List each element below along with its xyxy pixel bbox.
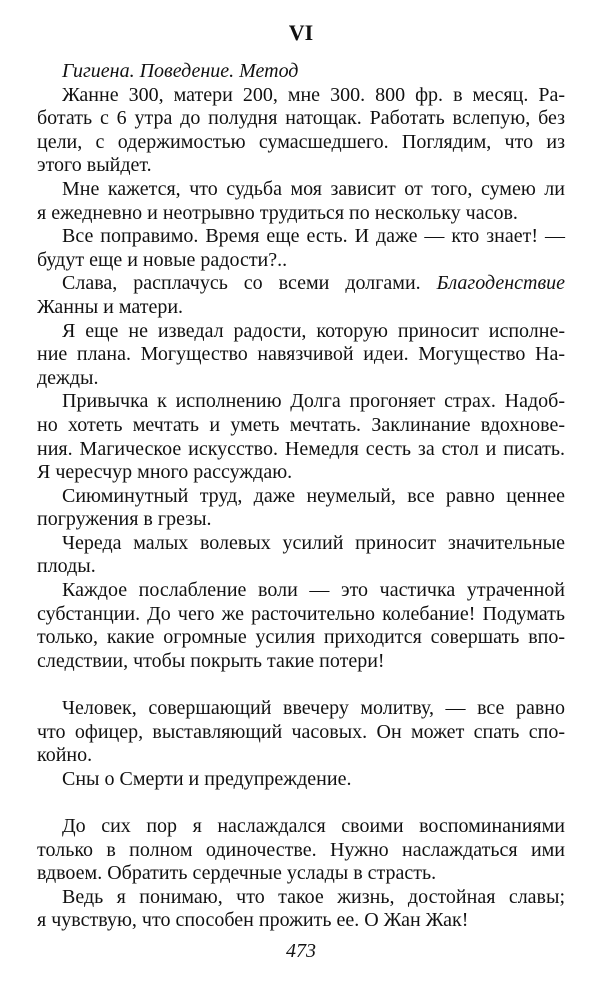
page-body bbox=[37, 60, 565, 933]
paragraph bbox=[37, 532, 565, 579]
paragraph-gap bbox=[37, 791, 565, 815]
paragraph bbox=[37, 272, 565, 319]
text-line: Жанны и матери. bbox=[37, 295, 184, 318]
paragraph bbox=[37, 697, 565, 768]
text-line: только, какие огромные усилия приходится совершать впо- bbox=[37, 626, 565, 649]
paragraph bbox=[37, 390, 565, 484]
italic-text: Благоденствие bbox=[436, 272, 565, 295]
text-line: ние плана. Могущество навязчивой идеи. Могущество На- bbox=[37, 343, 565, 366]
paragraph bbox=[37, 60, 565, 84]
text-line: Человек, совершающий ввечеру молитву, — все равно bbox=[62, 697, 565, 720]
paragraph bbox=[37, 84, 565, 178]
text-line: я чувствую, что способен прожить ее. О Жан Жак! bbox=[37, 909, 469, 932]
text-line: Сны о Смерти и предупреждение. bbox=[62, 767, 352, 790]
text-line: ния. Магическое искусство. Немедля сесть за стол и писать. bbox=[37, 437, 565, 460]
paragraph bbox=[37, 768, 565, 792]
text-line: До сих пор я наслаждался своими воспоминаниями bbox=[62, 815, 565, 837]
text-line: я ежедневно и неотрывно трудиться по нескольку часов. bbox=[37, 201, 518, 224]
text-line: цели, с одержимостью сумасшедшего. Поглядим, что из bbox=[37, 130, 565, 153]
paragraph bbox=[37, 579, 565, 673]
paragraph bbox=[37, 225, 565, 272]
text-line: следствии, чтобы покрыть такие потери! bbox=[37, 649, 385, 672]
text-segment: Слава, расплачусь со всеми долгами. bbox=[62, 272, 437, 295]
text-line: Я чересчур много рассуждаю. bbox=[37, 461, 293, 484]
text-line: Привычка к исполнению Долга прогоняет страх. Надоб- bbox=[62, 390, 565, 413]
text-line: дежды. bbox=[37, 366, 99, 389]
page-number: 473 bbox=[286, 940, 316, 962]
text-line: Ведь я понимаю, что такое жизнь, достойная славы; bbox=[62, 885, 565, 908]
text-line: будут еще и новые радости?.. bbox=[37, 248, 288, 271]
text-line: Сиюминутный труд, даже неумелый, все равно ценнее bbox=[62, 484, 565, 507]
text-line: плоды. bbox=[37, 555, 96, 578]
paragraph bbox=[37, 178, 565, 225]
text-line: Я еще не изведал радости, которую приносит исполне- bbox=[62, 319, 565, 342]
paragraph bbox=[37, 886, 565, 933]
text-line: погружения в грезы. bbox=[37, 508, 212, 531]
text-line: койно. bbox=[37, 744, 93, 767]
text-line: субстанции. До чего же расточительно колебание! Подумать bbox=[37, 602, 565, 625]
text-line: но хотеть мечтать и уметь мечтать. Заклинание вдохнове- bbox=[37, 413, 565, 436]
paragraph bbox=[37, 320, 565, 391]
text-line bbox=[37, 272, 565, 296]
text-line: что офицер, выставляющий часовых. Он может спать спо- bbox=[37, 720, 565, 743]
chapter-heading: VI bbox=[288, 20, 314, 45]
text-line: ботать с 6 утра до полудня натощак. Работать вслепую, без bbox=[37, 107, 565, 130]
paragraph bbox=[37, 815, 565, 886]
text-line: этого выйдет. bbox=[37, 154, 152, 177]
paragraph bbox=[37, 485, 565, 532]
italic-text: Гигиена. Поведение. Метод bbox=[62, 60, 299, 82]
text-line bbox=[37, 60, 565, 84]
text-line: вдвоем. Обратить сердечные услады в страсть. bbox=[37, 862, 437, 885]
text-line: Жанне 300, матери 200, мне 300. 800 фр. в месяц. Ра- bbox=[62, 83, 565, 106]
text-line: Все поправимо. Время еще есть. И даже — кто знает! — bbox=[62, 225, 565, 248]
text-line: Мне кажется, что судьба моя зависит от того, сумею ли bbox=[62, 177, 565, 200]
text-line: только в полном одиночестве. Нужно наслаждаться ими bbox=[37, 838, 565, 861]
text-line: Череда малых волевых усилий приносит значительные bbox=[62, 531, 565, 554]
text-line: Каждое послабление воли — это частичка утраченной bbox=[62, 579, 565, 602]
paragraph-gap bbox=[37, 673, 565, 697]
